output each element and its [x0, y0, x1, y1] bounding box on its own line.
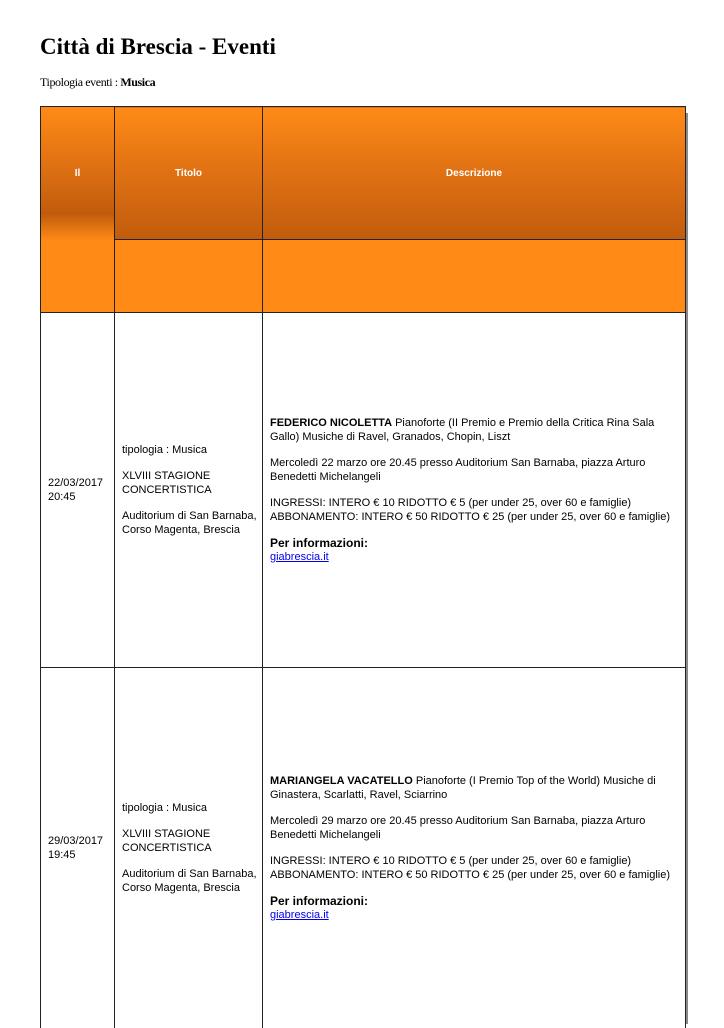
event-title-cell	[115, 668, 263, 1028]
header-date: Il	[41, 107, 115, 240]
info-label: Per informazioni:	[270, 536, 677, 550]
filter-line	[40, 75, 155, 90]
event-venue: Auditorium di San Barnaba, Corso Magenta, Brescia	[122, 867, 258, 895]
event-tipologia: tipologia : Musica	[122, 801, 258, 815]
event-program-text: Pianoforte (I Premio Top of the World) Musiche di Ginastera, Scarlatti, Ravel, Sciarrino	[270, 775, 656, 801]
event-subscription: ABBONAMENTO: INTERO € 50 RIDOTTO € 25 (per under 25, over 60 e famiglie)	[270, 868, 677, 882]
header-title: Titolo	[115, 107, 263, 240]
info-label: Per informazioni:	[270, 894, 677, 908]
event-venue: Auditorium di San Barnaba, Corso Magenta, Brescia	[122, 509, 258, 537]
event-when-where: Mercoledì 29 marzo ore 20.45 presso Auditorium San Barnaba, piazza Arturo Benedetti Michelangeli	[270, 814, 677, 842]
event-tickets: INGRESSI: INTERO € 10 RIDOTTO € 5 (per under 25, over 60 e famiglie)	[270, 496, 677, 510]
event-prices	[270, 496, 677, 524]
event-performer: FEDERICO NICOLETTA	[270, 417, 392, 429]
event-date-cell	[41, 668, 115, 1028]
event-performer: MARIANGELA VACATELLO	[270, 775, 413, 787]
event-title-cell	[115, 313, 263, 668]
event-date: 29/03/2017	[48, 834, 114, 848]
table-header-band	[41, 240, 686, 313]
table-row	[41, 668, 686, 1028]
event-date-cell	[41, 313, 115, 668]
filter-label: Tipologia eventi :	[40, 75, 118, 89]
event-tickets: INGRESSI: INTERO € 10 RIDOTTO € 5 (per under 25, over 60 e famiglie)	[270, 854, 677, 868]
header-band-date	[41, 240, 115, 313]
header-band-description	[263, 240, 686, 313]
header-band-title	[115, 240, 263, 313]
event-description-cell	[263, 313, 686, 668]
event-when-where: Mercoledì 22 marzo ore 20.45 presso Auditorium San Barnaba, piazza Arturo Benedetti Michelangeli	[270, 456, 677, 484]
event-info	[270, 536, 677, 564]
event-prices	[270, 854, 677, 882]
filter-value: Musica	[120, 75, 155, 89]
event-description-cell	[263, 668, 686, 1028]
header-description: Descrizione	[263, 107, 686, 240]
event-series: XLVIII STAGIONE CONCERTISTICA	[122, 469, 258, 497]
event-series: XLVIII STAGIONE CONCERTISTICA	[122, 827, 258, 855]
event-program	[270, 774, 677, 802]
event-tipologia: tipologia : Musica	[122, 443, 258, 457]
event-date: 22/03/2017	[48, 476, 114, 490]
table-row	[41, 313, 686, 668]
event-info	[270, 894, 677, 922]
event-program	[270, 416, 677, 444]
info-link[interactable]: giabrescia.it	[270, 909, 329, 921]
event-program-text: Pianoforte (II Premio e Premio della Critica Rina Sala Gallo) Musiche di Ravel, Granados, Chopin, Liszt	[270, 417, 654, 443]
event-time: 19:45	[48, 848, 114, 862]
table-header-row	[41, 107, 686, 240]
event-subscription: ABBONAMENTO: INTERO € 50 RIDOTTO € 25 (per under 25, over 60 e famiglie)	[270, 510, 677, 524]
event-time: 20:45	[48, 490, 114, 504]
info-link[interactable]: giabrescia.it	[270, 551, 329, 563]
page-title: Città di Brescia - Eventi	[40, 31, 276, 63]
events-table	[40, 106, 686, 1028]
